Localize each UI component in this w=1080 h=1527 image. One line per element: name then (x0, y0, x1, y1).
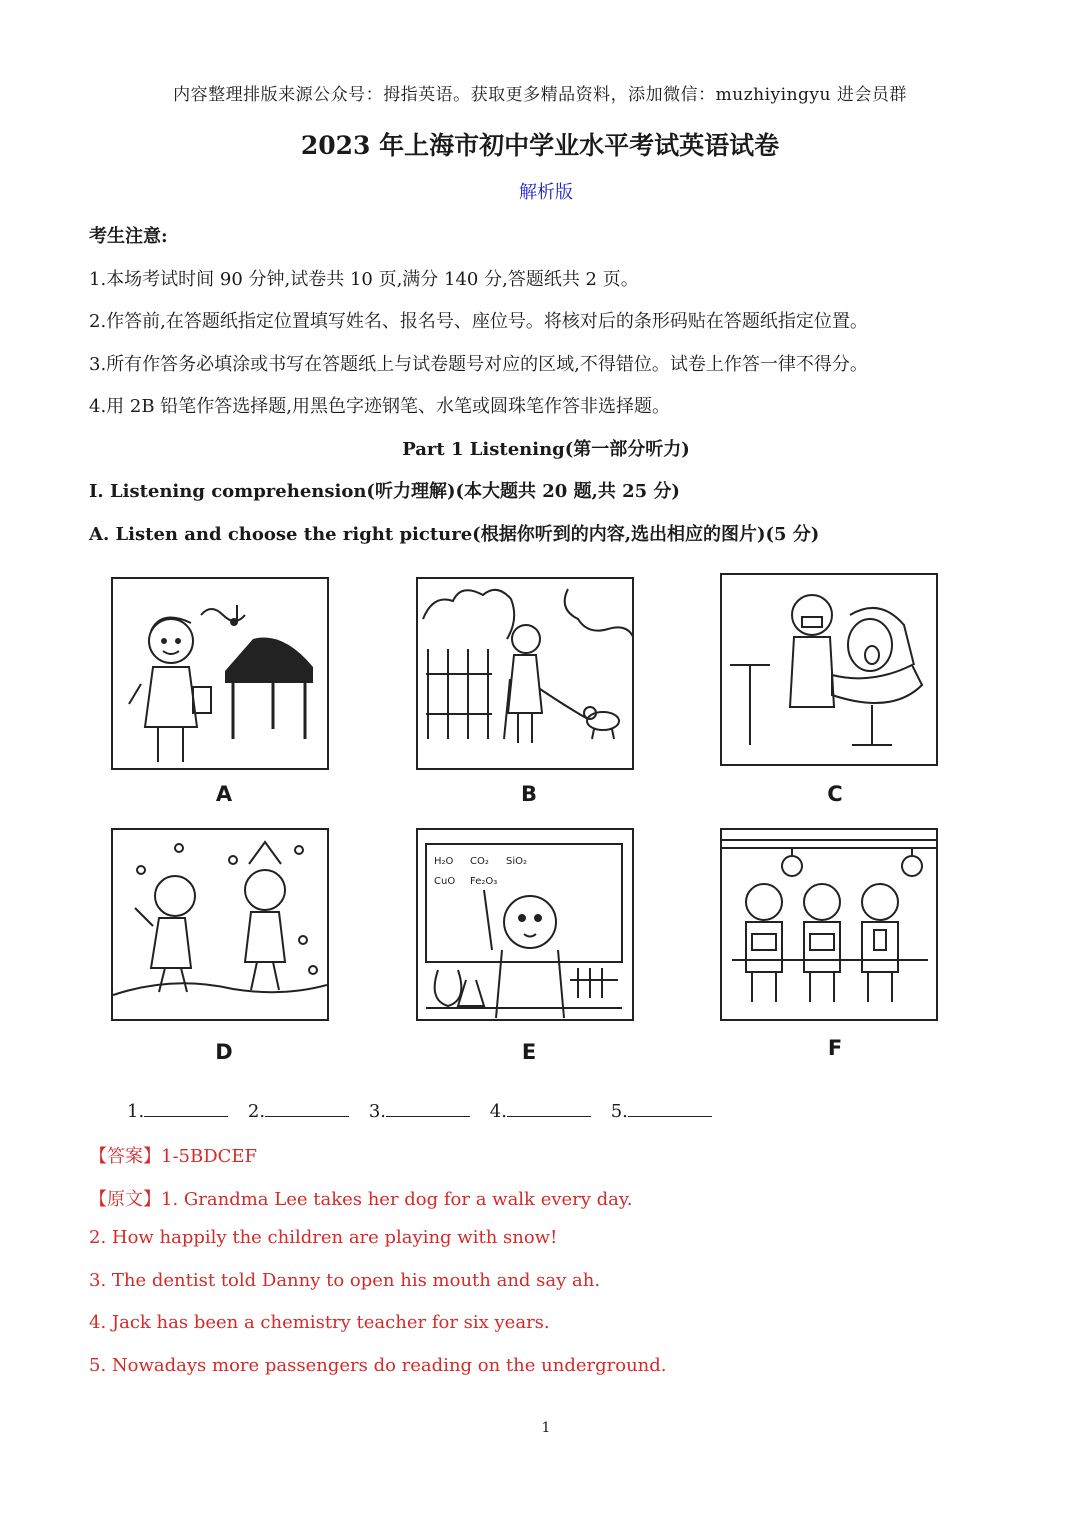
children-snow-picture (111, 828, 329, 1021)
blank-number: 5. (610, 1101, 628, 1122)
header-note: 内容整理排版来源公众号：拇指英语。获取更多精品资料，添加微信：muzhiyingyu 进会员群 (173, 85, 907, 105)
grandma-walking-dog-picture (416, 577, 634, 770)
page-number: 1 (541, 1420, 551, 1436)
transcript-line (89, 1185, 632, 1211)
transcript-line: 3. The dentist told Danny to open his mouth and say ah. (89, 1270, 601, 1291)
transcript-tag: 【原文】 (89, 1189, 161, 1210)
answer-tag: 【答案】 (89, 1146, 161, 1167)
picture-label: F (827, 1036, 843, 1060)
answer-blank[interactable] (507, 1100, 591, 1117)
answer-blank[interactable] (265, 1100, 349, 1117)
blank-number: 1. (127, 1101, 145, 1122)
picture-label: A (215, 782, 233, 806)
picture-label: D (215, 1040, 233, 1064)
notice-item: 3.所有作答务必填涂或书写在答题纸上与试卷题号对应的区域,不得错位。试卷上作答一律不得分。 (89, 354, 868, 375)
transcript-text: 1. Grandma Lee takes her dog for a walk every day. (161, 1189, 633, 1210)
blank-number: 3. (368, 1101, 387, 1122)
transcript-line: 4. Jack has been a chemistry teacher for six years. (89, 1312, 550, 1333)
chem-formula: Fe₂O₃ (470, 876, 498, 887)
answer-blanks (127, 1100, 726, 1122)
subsection-title: A. Listen and choose the right picture(根据你听到的内容,选出相应的图片)(5 分) (89, 524, 820, 545)
notice-item: 1.本场考试时间 90 分钟,试卷共 10 页,满分 140 分,答题纸共 2 页。 (89, 269, 639, 290)
notice-heading: 考生注意: (89, 226, 168, 247)
transcript-line: 2. How happily the children are playing with snow! (89, 1227, 558, 1248)
chem-formula: CO₂ (470, 856, 489, 867)
passengers-reading-picture (720, 828, 938, 1021)
dentist-patient-picture (720, 573, 938, 766)
answer-blank[interactable] (144, 1100, 228, 1117)
answer-blank[interactable] (628, 1100, 712, 1117)
picture-label: C (827, 782, 843, 806)
transcript-line: 5. Nowadays more passengers do reading on the underground. (89, 1355, 667, 1376)
answer-line (89, 1142, 257, 1168)
conductor-piano-picture (111, 577, 329, 770)
notice-item: 2.作答前,在答题纸指定位置填写姓名、报名号、座位号。将核对后的条形码贴在答题纸指定位置。 (89, 311, 868, 332)
chem-formula: SiO₂ (506, 856, 528, 867)
blank-number: 2. (247, 1101, 266, 1122)
picture-label: B (520, 782, 537, 806)
page-title: 2023 年上海市初中学业水平考试英语试卷 (300, 131, 780, 160)
answer-text: 1-5BDCEF (161, 1146, 258, 1167)
notice-item: 4.用 2B 铅笔作答选择题,用黑色字迹钢笔、水笔或圆珠笔作答非选择题。 (89, 396, 671, 417)
picture-label: E (521, 1040, 537, 1064)
answer-blank[interactable] (386, 1100, 470, 1117)
chem-formula: H₂O (434, 856, 454, 867)
chem-formula: CuO (434, 876, 456, 887)
page-subtitle: 解析版 (519, 182, 573, 203)
blank-number: 4. (489, 1101, 507, 1122)
part-title: Part 1 Listening(第一部分听力) (402, 439, 690, 460)
chemistry-teacher-picture (416, 828, 634, 1021)
section-title: I. Listening comprehension(听力理解)(本大题共 20 题,共 25 分) (89, 481, 680, 502)
